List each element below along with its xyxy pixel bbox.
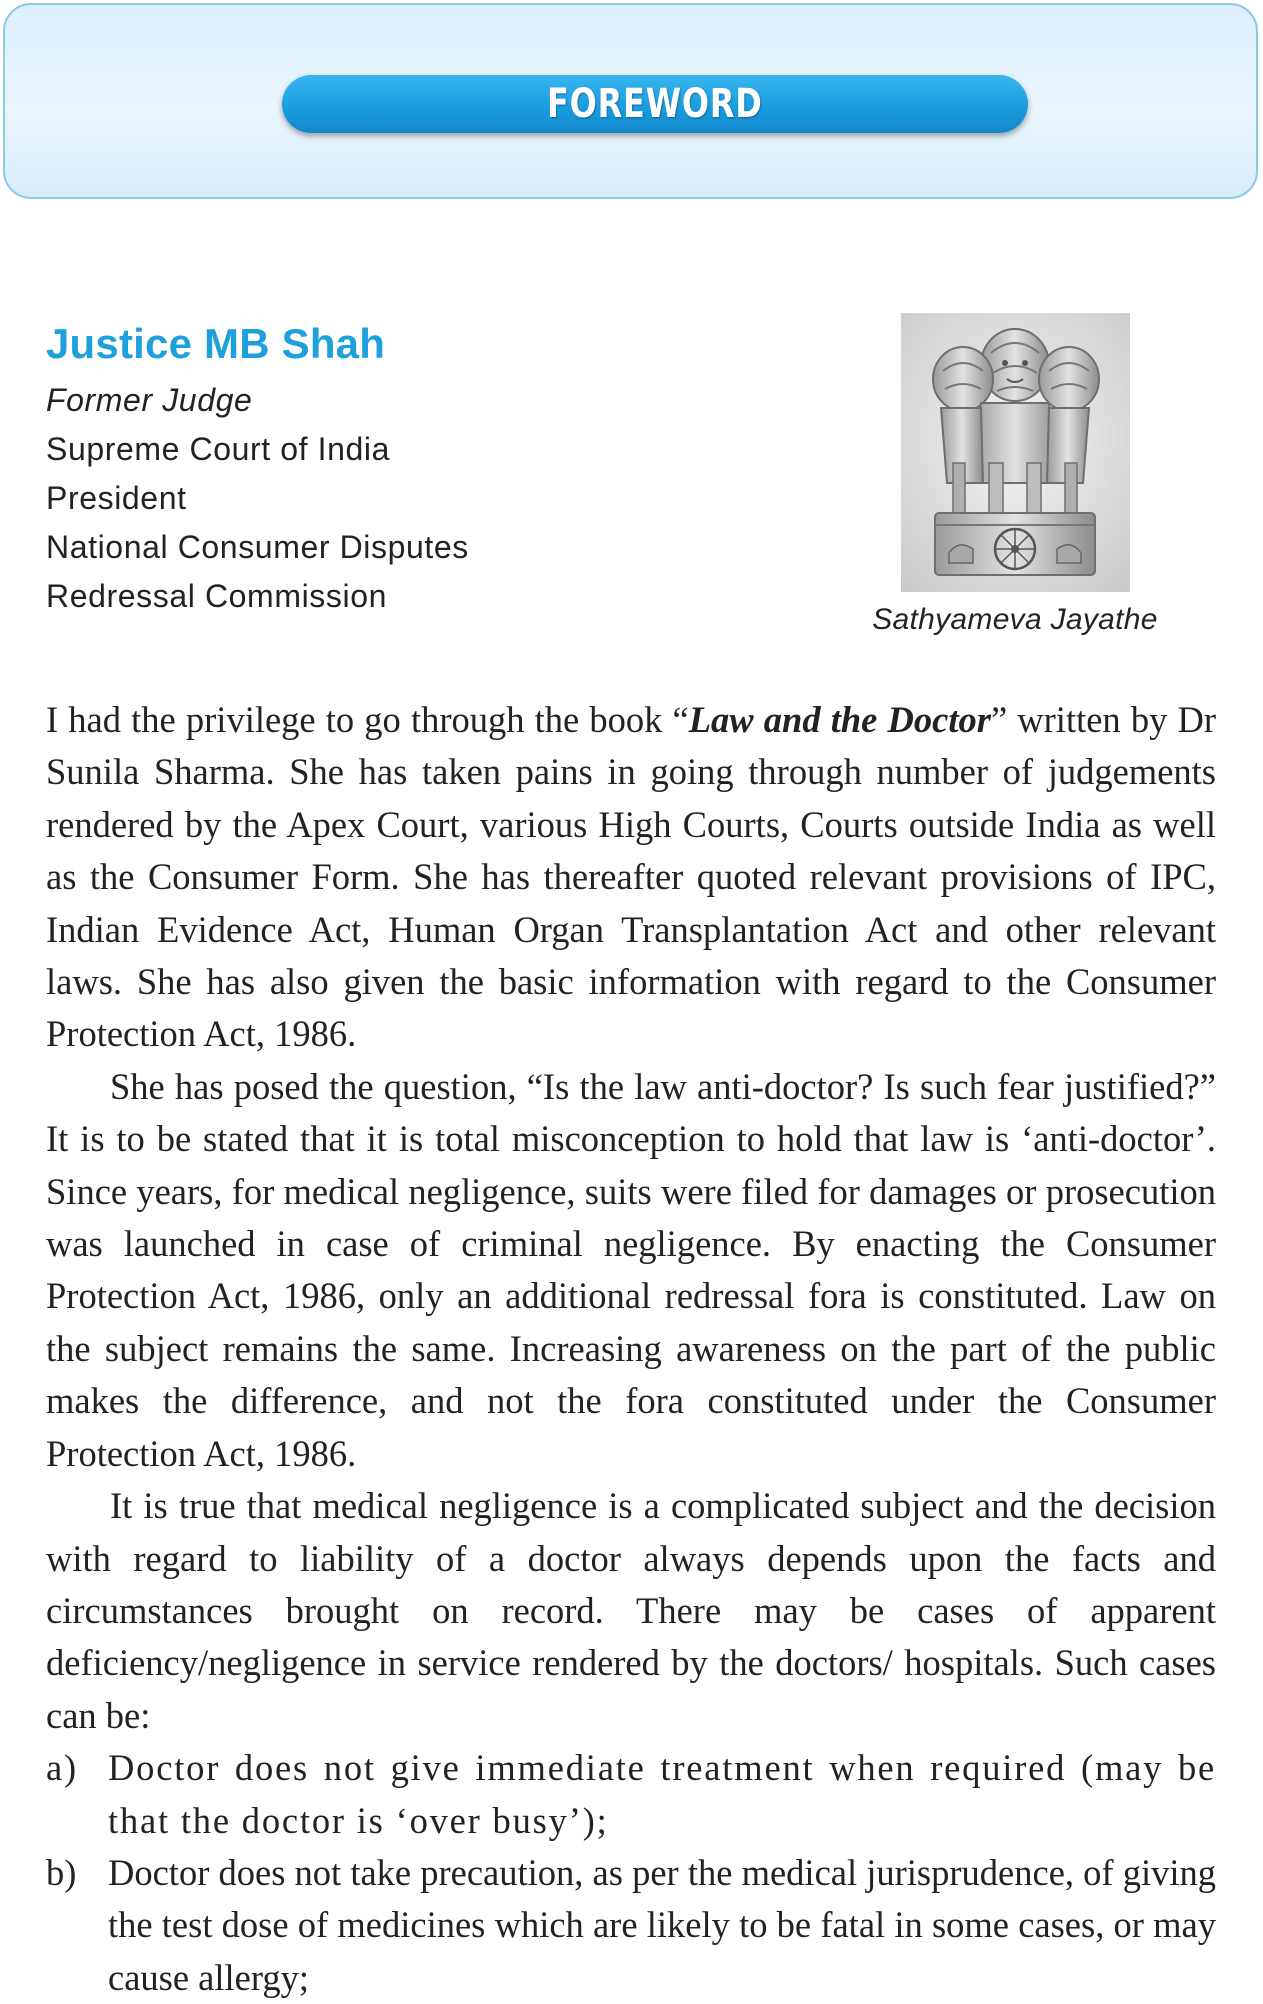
author-title-line: National Consumer Disputes bbox=[46, 529, 469, 565]
list-marker: b) bbox=[46, 1851, 77, 1893]
paragraph: It is true that medical negligence is a complicated subject and the decision with regard to liability of a doctor always depends upon the facts and circumstances brought on record. There may be cases of apparent deficiency/negligence in service rendered by the doctors/ hospitals. Such cases can be: bbox=[46, 1485, 1216, 1736]
header-banner bbox=[3, 3, 1258, 199]
author-name: Justice MB Shah bbox=[46, 320, 386, 367]
foreword-body bbox=[46, 694, 1216, 2004]
author-title-line: President bbox=[46, 480, 187, 516]
list-item-text: Doctor does not give immediate treatment when required (may be that the doctor is ‘over busy’); bbox=[108, 1747, 1216, 1841]
book-title: Law and the Doctor bbox=[688, 699, 991, 740]
list-item bbox=[46, 1742, 1216, 1847]
paragraph-text: I had the privilege to go through the book “ bbox=[46, 699, 689, 740]
list-item-text: Doctor does not take precaution, as per the medical jurisprudence, of giving the test dose of medicines which are likely to be fatal in some cases, or may cause allergy; bbox=[108, 1851, 1216, 1998]
emblem-caption: Sathyameva Jayathe bbox=[872, 603, 1158, 636]
list-marker: a) bbox=[46, 1747, 78, 1789]
paragraph-text: ” written by Dr Sunila Sharma. She has taken pains in going through number of judgements rendered by the Apex Court, various High Courts, Courts outside India as well as the Consumer Form. She has thereafter quoted relevant provisions of IPC, Indian Evidence Act, Human Organ Transplantation Act and other relevant laws. She has also given the basic information with regard to the Consumer Protection Act, 1986. bbox=[46, 699, 1216, 1055]
paragraph: She has posed the question, “Is the law anti-doctor? Is such fear justified?” It is to be stated that it is total misconception to hold that law is ‘anti-doctor’. Since years, for medical negligence, suits were filed for damages or prosecution was launched in case of criminal negligence. By enacting the Consumer Protection Act, 1986, only an additional redressal fora is constituted. Law on the subject remains the same. Increasing awareness on the part of the public makes the difference, and not the fora constituted under the Consumer Protection Act, 1986. bbox=[46, 1065, 1216, 1474]
lion-capital-emblem-image bbox=[901, 313, 1130, 592]
paragraph bbox=[46, 694, 1216, 1061]
author-title-line: Redressal Commission bbox=[46, 578, 387, 614]
author-title-line: Supreme Court of India bbox=[46, 431, 391, 467]
author-title-line: Former Judge bbox=[46, 382, 253, 418]
author-block bbox=[46, 320, 469, 621]
list-item bbox=[46, 1847, 1216, 2004]
title-pill bbox=[282, 75, 1028, 133]
page-title: FOREWORD bbox=[547, 81, 763, 127]
